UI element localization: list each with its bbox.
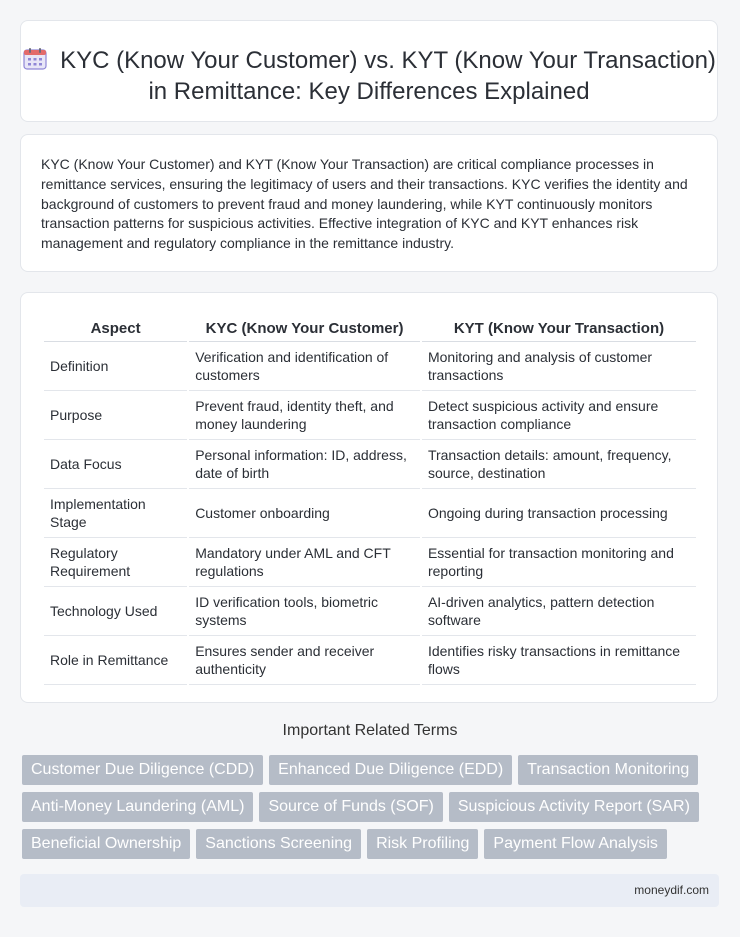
comparison-card (20, 292, 718, 703)
cell-aspect: Regulatory Requirement (44, 538, 187, 587)
cell-kyc: Personal information: ID, address, date of birth (189, 440, 420, 489)
cell-kyt: AI-driven analytics, pattern detection software (422, 587, 696, 636)
tag-sanctions-screening[interactable]: Sanctions Screening (196, 829, 361, 859)
table-header-row (44, 313, 696, 342)
intro-paragraph: KYC (Know Your Customer) and KYT (Know Your Transaction) are critical compliance processes in remittance services, ensuring the legitimacy of users and their transactions. KYC verifies the identity and background of customers to prevent fraud and money laundering, while KYT continuously monitors transaction patterns for suspicious activities. Effective integration of KYC and KYT enhances risk management and regulatory compliance in the remittance industry. (41, 156, 688, 252)
tag-payment-flow-analysis[interactable]: Payment Flow Analysis (484, 829, 667, 859)
header-aspect: Aspect (44, 313, 187, 342)
intro-card (20, 134, 718, 272)
tag-row (22, 755, 722, 785)
table-row (44, 538, 696, 587)
cell-aspect: Role in Remittance (44, 636, 187, 685)
cell-aspect: Implementation Stage (44, 489, 187, 538)
related-terms-heading: Important Related Terms (282, 722, 458, 739)
tag-cdd[interactable]: Customer Due Diligence (CDD) (22, 755, 263, 785)
table-row (44, 489, 696, 538)
footer-site-link[interactable]: moneydif.com (634, 883, 709, 897)
page-title-text: KYC (Know Your Customer) vs. KYT (Know Your Transaction) in Remittance: Key Differences Explained (60, 47, 716, 105)
cell-aspect: Data Focus (44, 440, 187, 489)
tag-transaction-monitoring[interactable]: Transaction Monitoring (518, 755, 698, 785)
cell-kyc: ID verification tools, biometric systems (189, 587, 420, 636)
comparison-table (42, 313, 698, 685)
cell-kyt: Ongoing during transaction processing (422, 489, 696, 538)
cell-kyc: Prevent fraud, identity theft, and money laundering (189, 391, 420, 440)
cell-kyc: Ensures sender and receiver authenticity (189, 636, 420, 685)
title-card (20, 20, 718, 122)
tag-beneficial-ownership[interactable]: Beneficial Ownership (22, 829, 190, 859)
cell-kyt: Detect suspicious activity and ensure transaction compliance (422, 391, 696, 440)
table-row (44, 587, 696, 636)
tag-row (22, 792, 722, 822)
tag-row (22, 829, 722, 859)
related-terms-list (22, 755, 722, 866)
footer (20, 874, 719, 907)
cell-kyt: Essential for transaction monitoring and reporting (422, 538, 696, 587)
tag-aml[interactable]: Anti-Money Laundering (AML) (22, 792, 253, 822)
cell-kyc: Customer onboarding (189, 489, 420, 538)
tag-risk-profiling[interactable]: Risk Profiling (367, 829, 478, 859)
tag-edd[interactable]: Enhanced Due Diligence (EDD) (269, 755, 512, 785)
cell-kyt: Monitoring and analysis of customer transactions (422, 342, 696, 391)
tag-sof[interactable]: Source of Funds (SOF) (259, 792, 442, 822)
header-kyt: KYT (Know Your Transaction) (422, 313, 696, 342)
table-row (44, 636, 696, 685)
table-row (44, 391, 696, 440)
cell-kyt: Transaction details: amount, frequency, source, destination (422, 440, 696, 489)
cell-aspect: Definition (44, 342, 187, 391)
calendar-icon (22, 47, 48, 71)
cell-aspect: Technology Used (44, 587, 187, 636)
table-row (44, 440, 696, 489)
header-kyc: KYC (Know Your Customer) (189, 313, 420, 342)
cell-aspect: Purpose (44, 391, 187, 440)
table-row (44, 342, 696, 391)
tag-sar[interactable]: Suspicious Activity Report (SAR) (449, 792, 699, 822)
cell-kyc: Verification and identification of customers (189, 342, 420, 391)
page-title (21, 21, 717, 107)
cell-kyt: Identifies risky transactions in remittance flows (422, 636, 696, 685)
cell-kyc: Mandatory under AML and CFT regulations (189, 538, 420, 587)
